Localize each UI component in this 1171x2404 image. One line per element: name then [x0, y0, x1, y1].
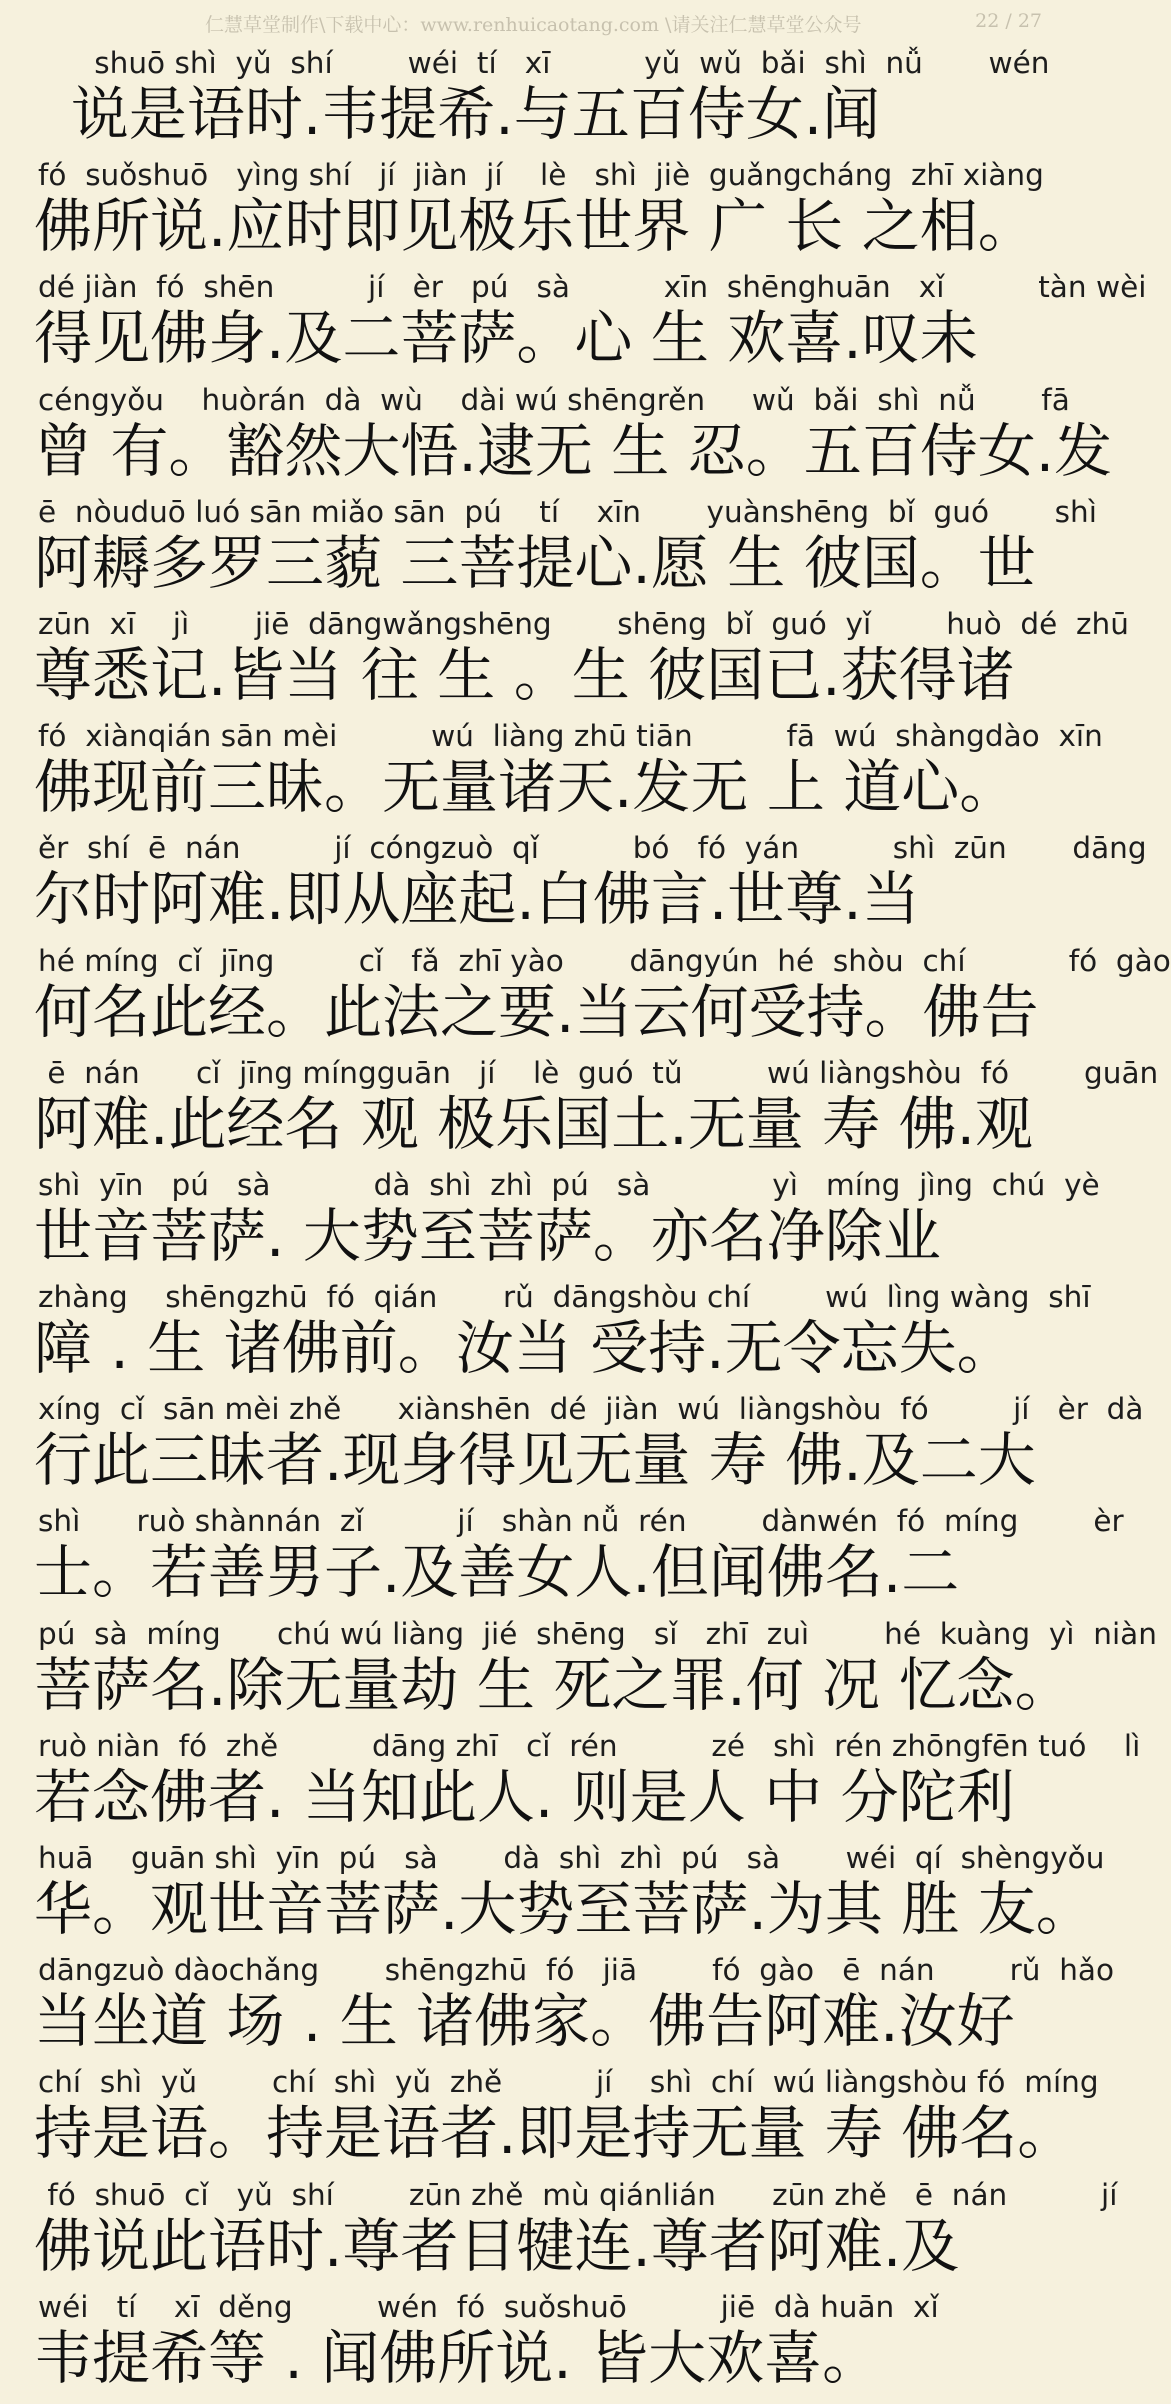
pinyin-line: fó suǒshuō yìng shí jí jiàn jí lè shì jiè guǎngcháng zhī xiàng: [38, 158, 1044, 193]
hanzi-line: 佛所说.应时即见极乐世界 广 长 之相。: [34, 192, 1036, 261]
pinyin-line: wéi tí xī děng wén fó suǒshuō jiē dà huān xǐ: [38, 2289, 939, 2324]
hanzi-line: 行此三昧者.现身得见无量 寿 佛.及二大: [34, 1426, 1036, 1495]
hanzi-line: 华。观世音菩萨.大势至菩萨.为其 胜 友。: [34, 1875, 1094, 1943]
verse-line: [0, 829, 1147, 941]
pinyin-line: zhàng shēngzhū fó qián rǔ dāngshòu chí wú lìng wàng shī: [38, 1280, 1091, 1315]
verse-line: [0, 1278, 1091, 1390]
hanzi-line: 菩萨名.除无量劫 生 死之罪.何 况 忆念。: [34, 1650, 1073, 1719]
pinyin-line: zūn xī jì jiē dāngwǎngshēng shēng bǐ guó yǐ huò dé zhū: [38, 606, 1129, 641]
pinyin-line: pú sà míng chú wú liàng jié shēng sǐ zhī zuì hé kuàng yì niàn: [38, 1616, 1157, 1651]
pinyin-line: ē nòuduō luó sān miǎo sān pú tí xīn yuànshēng bǐ guó shì: [38, 494, 1097, 529]
verse-line: [0, 605, 1129, 717]
sutra-text: [0, 44, 1171, 2400]
page-counter: 22 / 27: [975, 10, 1042, 32]
hanzi-line: 尊悉记.皆当 往 生 。生 彼国已.获得诸: [34, 640, 1015, 709]
pinyin-line: shì ruò shànnán zǐ jí shàn nǚ rén dànwén fó míng èr: [38, 1504, 1124, 1539]
hanzi-line: 佛说此语时.尊者目犍连.尊者阿难.及: [34, 2211, 960, 2280]
hanzi-line: 韦提希等 . 闻佛所说. 皆大欢喜。: [34, 2323, 881, 2392]
hanzi-line: 佛现前三昧。无量诸天.发无 上 道心。: [34, 753, 1018, 822]
pinyin-line: fó shuō cǐ yǔ shí zūn zhě mù qiánlián zūn zhě ē nán jí: [38, 2177, 1118, 2212]
pinyin-line: céngyǒu huòrán dà wù dài wú shēngrěn wǔ bǎi shì nǚ fā: [38, 382, 1070, 417]
pinyin-line: chí shì yǔ chí shì yǔ zhě jí shì chí wú liàngshòu fó míng: [38, 2065, 1099, 2100]
hanzi-line: 持是语。持是语者.即是持无量 寿 佛名。: [34, 2099, 1076, 2168]
verse-line: [0, 1839, 1105, 1951]
pinyin-line: huā guān shì yīn pú sà dà shì zhì pú sà wéi qí shèngyǒu: [38, 1841, 1105, 1875]
hanzi-line: 若念佛者. 当知此人. 则是人 中 分陀利: [34, 1762, 1015, 1831]
pinyin-line: ruò niàn fó zhě dāng zhī cǐ rén zé shì rén zhōngfēn tuó lì: [38, 1728, 1141, 1763]
hanzi-line: 阿难.此经名 观 极乐国土.无量 寿 佛.观: [34, 1089, 1034, 1158]
pinyin-line: hé míng cǐ jīng cǐ fǎ zhī yào dāngyún hé shòu chí fó gào: [38, 943, 1171, 978]
verse-line: [0, 1166, 1100, 1278]
verse-line: [0, 493, 1097, 605]
verse-line: [0, 2288, 1080, 2400]
hanzi-line: 曾 有。豁然大悟.逮无 生 忍。五百侍女.发: [34, 416, 1113, 485]
hanzi-line: 当坐道 场 . 生 诸佛家。佛告阿难.汝好: [34, 1987, 1015, 2056]
hanzi-line: 士。若善男子.及善女人.但闻佛名.二: [34, 1538, 960, 1607]
pinyin-line: dāngzuò dàochǎng shēngzhū fó jiā fó gào ē nán rǔ hǎo: [38, 1953, 1115, 1988]
pinyin-line: dé jiàn fó shēn jí èr pú sà xīn shēnghuān xǐ tàn wèi: [38, 270, 1147, 305]
hanzi-line: 世音菩萨. 大势至菩萨。亦名净除业: [34, 1201, 941, 1270]
hanzi-line: 何名此经。此法之要.当云何受持。佛告: [34, 977, 1039, 1046]
pinyin-line: xíng cǐ sān mèi zhě xiànshēn dé jiàn wú liàngshòu fó jí èr dà: [38, 1392, 1144, 1427]
pinyin-line: fó xiànqián sān mèi wú liàng zhū tiān fā wú shàngdào xīn: [38, 719, 1103, 754]
pinyin-line: shuō shì yǔ shí wéi tí xī yǔ wǔ bǎi shì nǚ wén: [38, 46, 1050, 80]
verse-line: [0, 156, 1080, 268]
verse-line: [0, 1615, 1157, 1727]
verse-line: [0, 381, 1113, 493]
verse-line: [0, 717, 1103, 829]
hanzi-line: 尔时阿难.即从座起.白佛言.世尊.当: [34, 865, 920, 934]
verse-line: [0, 2176, 1118, 2288]
verse-line: [0, 2063, 1099, 2175]
verse-line: [0, 1502, 1124, 1614]
verse-line: [0, 44, 1080, 156]
pinyin-line: ē nán cǐ jīng míngguān jí lè guó tǔ wú liàngshòu fó guān: [38, 1055, 1159, 1090]
pinyin-line: ěr shí ē nán jí cóngzuò qǐ bó fó yán shì zūn dāng: [38, 831, 1147, 866]
verse-line: [0, 1390, 1144, 1502]
hanzi-line: 阿耨多罗三藐 三菩提心.愿 生 彼国。世: [34, 528, 1036, 597]
verse-line: [0, 942, 1171, 1054]
pinyin-line: shì yīn pú sà dà shì zhì pú sà yì míng jìng chú yè: [38, 1167, 1100, 1202]
verse-line: [0, 1951, 1115, 2063]
source-watermark: 仁慧草堂制作\下载中心：www.renhuicaotang.com \请关注仁慧草堂公众号: [205, 14, 862, 36]
hanzi-line: 说是语时.韦提希.与五百侍女.闻: [34, 80, 881, 148]
verse-line: [0, 1054, 1159, 1166]
hanzi-line: 得见佛身.及二菩萨。心 生 欢喜.叹未: [34, 304, 978, 373]
page-header: [0, 0, 1080, 44]
verse-line: [0, 268, 1147, 380]
verse-line: [0, 1727, 1141, 1839]
hanzi-line: 障 . 生 诸佛前。汝当 受持.无令忘失。: [34, 1314, 1015, 1383]
